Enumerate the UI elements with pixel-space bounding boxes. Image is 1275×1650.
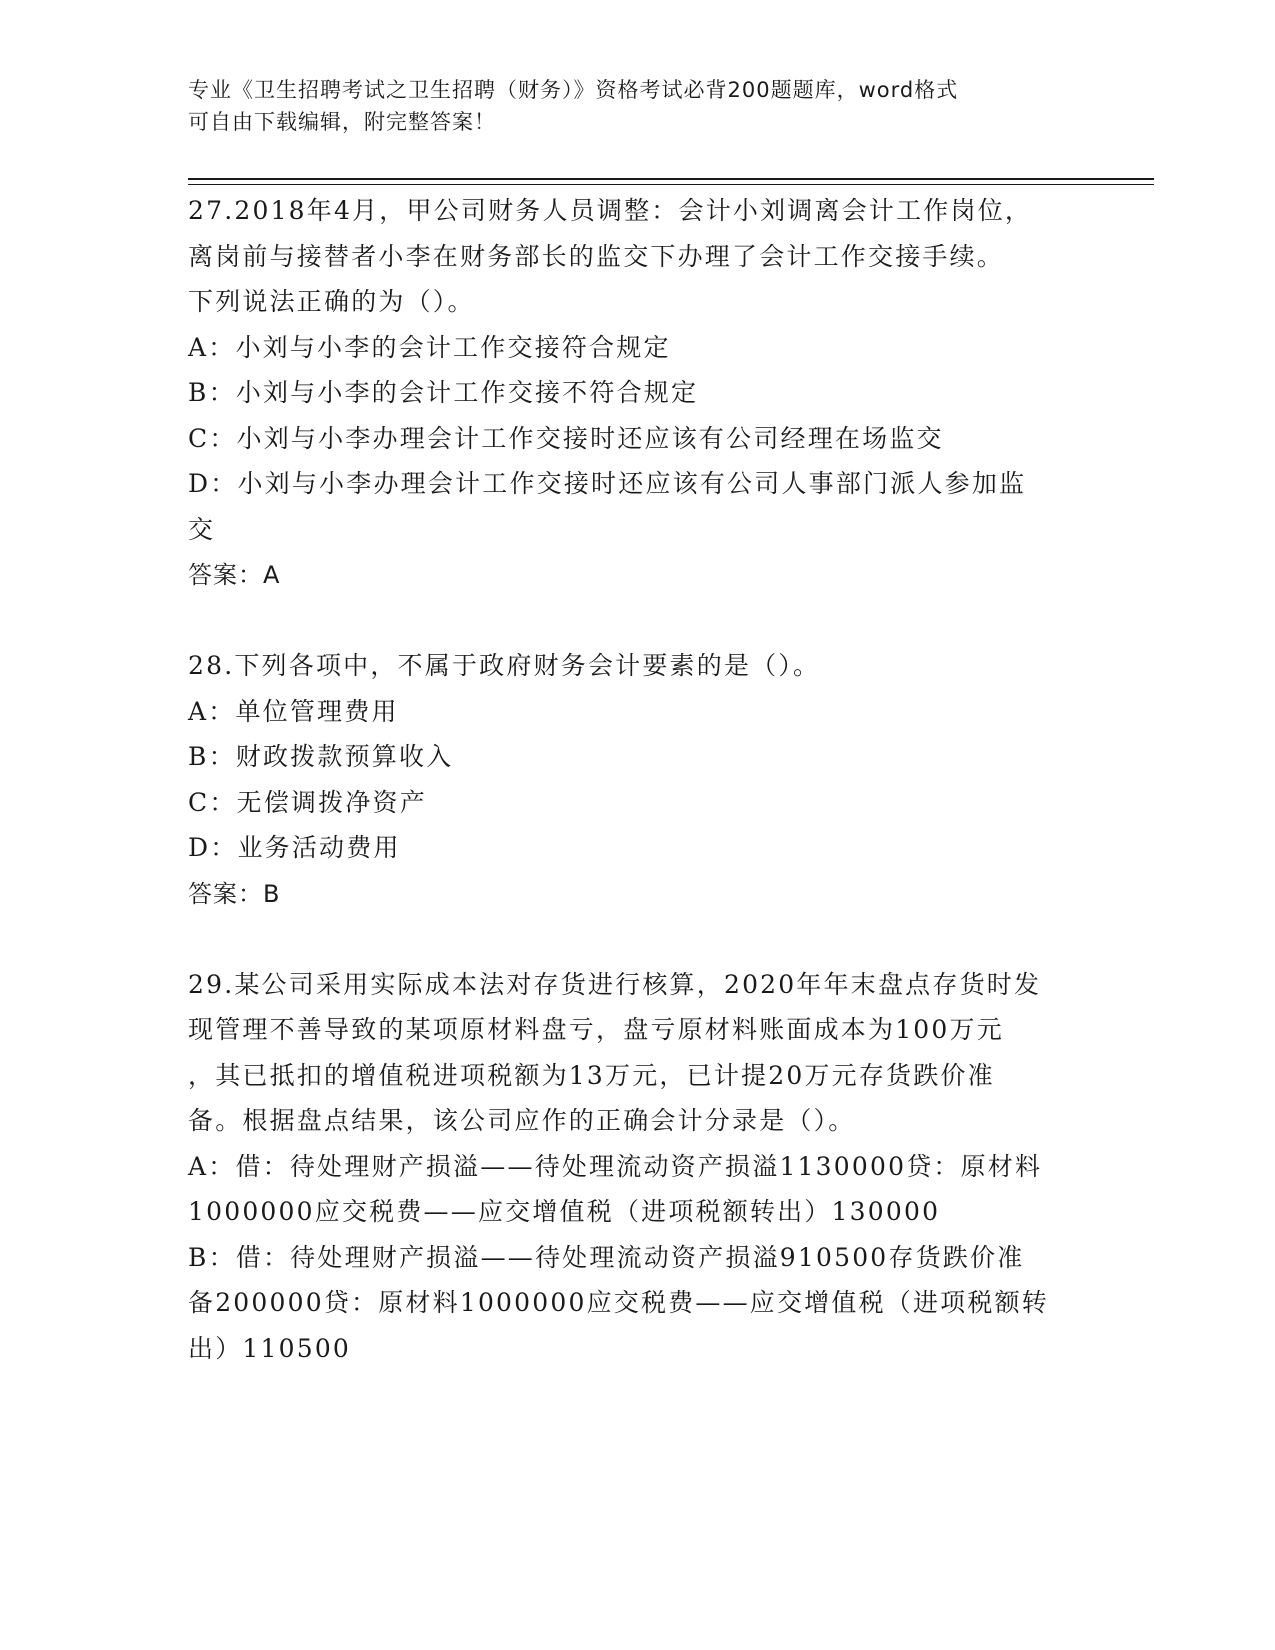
option-a: A：单位管理费用 (188, 696, 399, 726)
question-stem-line: 备。根据盘点结果，该公司应作的正确会计分录是（）。 (188, 1106, 856, 1135)
option-a: A：小刘与小李的会计工作交接符合规定 (188, 332, 671, 362)
document-header (188, 74, 1068, 138)
question-list (188, 188, 1088, 1371)
question-stem-line: 现管理不善导致的某项原材料盘亏，盘亏原材料账面成本为100万元 (188, 1015, 1004, 1044)
option-c: C：小刘与小李办理会计工作交接时还应该有公司经理在场监交 (188, 423, 944, 453)
question-spacer (188, 598, 1088, 643)
option-d: D：业务活动费用 (188, 833, 401, 862)
question-stem-line: 下列说法正确的为（）。 (188, 287, 475, 316)
option-b: B：借：待处理财产损溢——待处理流动资产损溢910500存货跌价准 (188, 1242, 1025, 1272)
question-stem-line: 28.下列各项中，不属于政府财务会计要素的是（）。 (188, 651, 821, 680)
question-spacer (188, 917, 1088, 962)
header-divider-thin (188, 184, 1154, 185)
header-line: 可自由下载编辑，附完整答案！ (188, 110, 496, 134)
question-stem-line: 29.某公司采用实际成本法对存货进行核算，2020年年末盘点存货时发 (188, 969, 1042, 999)
answer-28: 答案：B (188, 879, 281, 908)
option-b: B：财政拨款预算收入 (188, 742, 454, 771)
option-b: B：小刘与小李的会计工作交接不符合规定 (188, 378, 699, 407)
question-stem-line: 离岗前与接替者小李在财务部长的监交下办理了会计工作交接手续。 (188, 241, 1005, 271)
question-28 (188, 643, 1088, 871)
question-29 (188, 962, 1088, 1372)
option-c: C：无偿调拨净资产 (188, 787, 427, 817)
header-divider-thick (188, 178, 1154, 180)
option-b-continued: 出）110500 (188, 1333, 352, 1363)
option-a: A：借：待处理财产损溢——待处理流动资产损溢1130000贷：原材料 (188, 1151, 1043, 1181)
question-stem-line: 27.2018年4月，甲公司财务人员调整：会计小刘调离会计工作岗位， (188, 196, 1033, 225)
option-d: D：小刘与小李办理会计工作交接时还应该有公司人事部门派人参加监 (188, 469, 1027, 498)
answer-27: 答案：A (188, 561, 281, 589)
option-d-continued: 交 (188, 514, 216, 544)
question-stem-line: ，其已抵扣的增值税进项税额为13万元，已计提20万元存货跌价准 (188, 1060, 995, 1090)
option-b-continued: 备200000贷：原材料1000000应交税费——应交增值税（进项税额转 (188, 1288, 1049, 1317)
option-a-continued: 1000000应交税费——应交增值税（进项税额转出）130000 (188, 1197, 941, 1226)
header-line: 专业《卫生招聘考试之卫生招聘（财务）》资格考试必背200题题库，word格式 (188, 78, 959, 102)
question-27 (188, 188, 1088, 552)
